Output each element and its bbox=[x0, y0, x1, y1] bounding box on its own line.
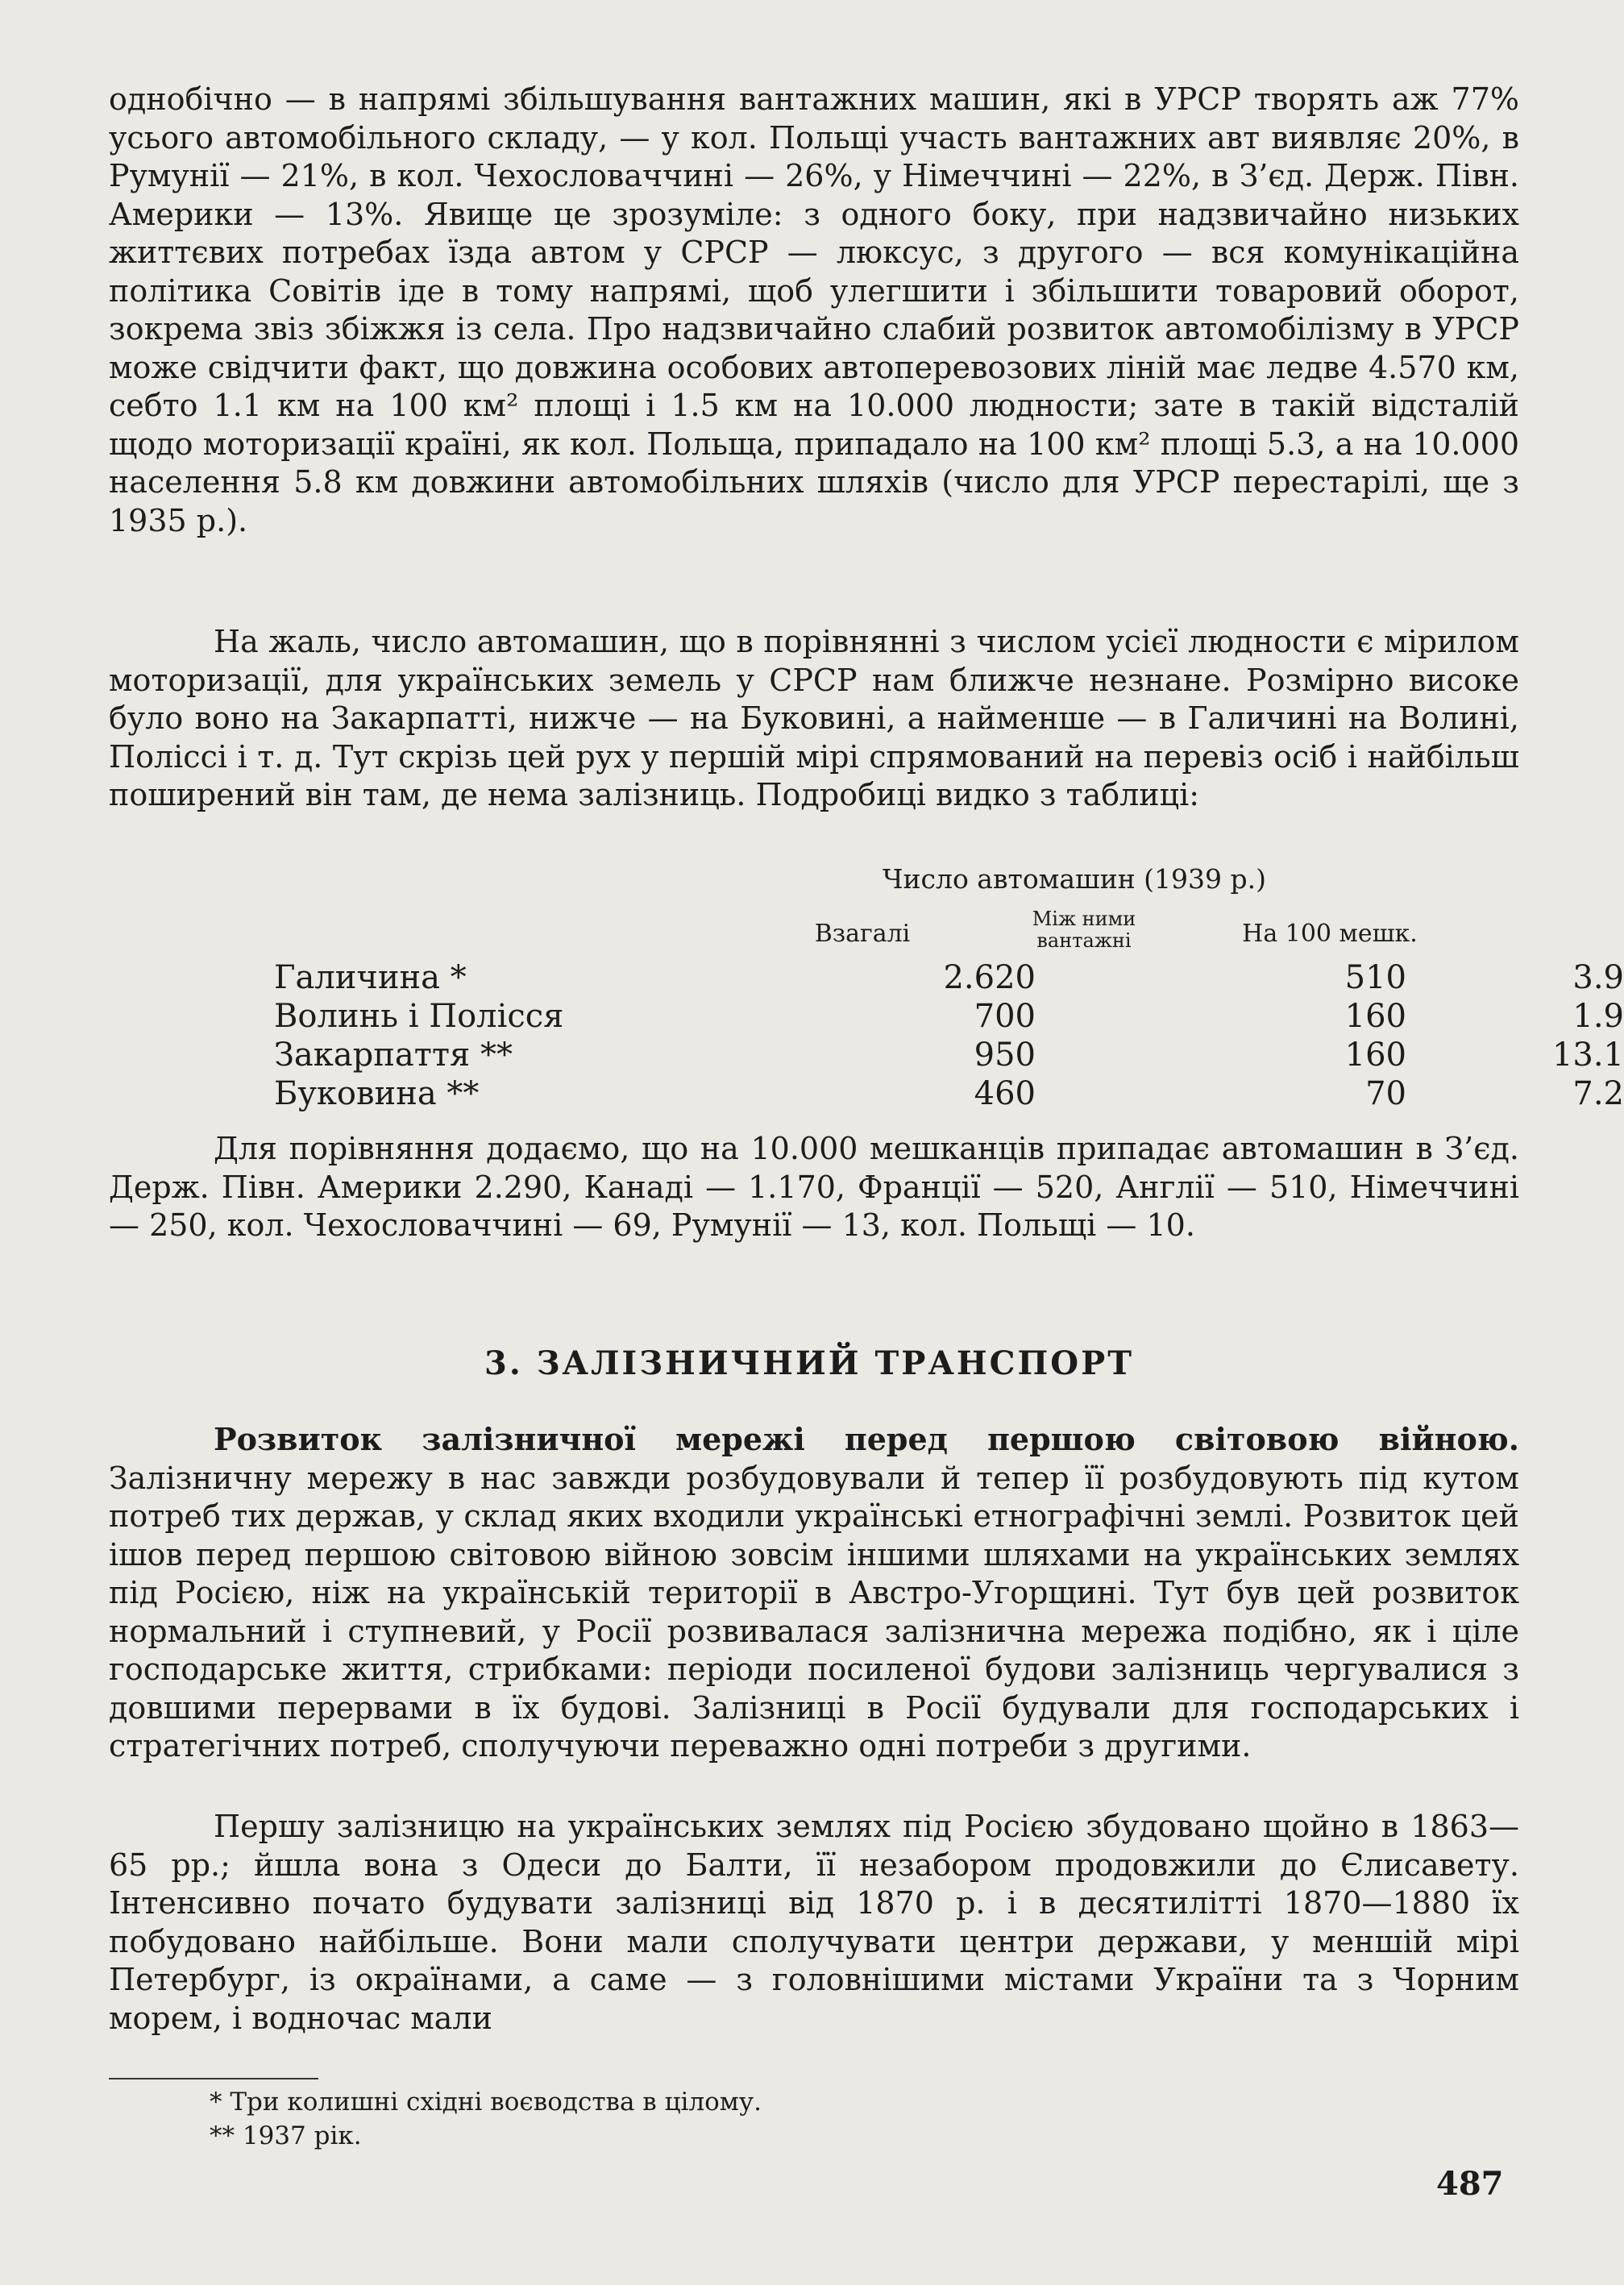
paragraph-first-railway bbox=[109, 1808, 1519, 2038]
paragraph-comparison bbox=[109, 1130, 1519, 1245]
paragraph-text: однобічно — в напрямі збільшування вантажних машин, які в УРСР творять аж 77% усього автомобільного складу, — у кол. Польщі участь вантажних авт виявляє 20%, в Румунії — 21%, в кол. Чехословаччині — 26%, у Німеччині — 22%, в З’єд. Держ. Півн. Америки — 13%. Явище це зрозуміле: з одного боку, при надзвичайно низьких життєвих потребах їзда автом у СРСР — люксус, з другого — вся комунікаційна політика Совітів іде в тому напрямі, щоб улегшити і збільшити товаровий оборот, зокрема звіз збіжжя із села. Про надзвичайно слабий розвиток автомобілізму в УРСР може свідчити факт, що довжина особових автоперевозових ліній має ледве 4.570 км, себто 1.1 км на 100 км² площі і 1.5 км на 10.000 людности; зате в такій відсталій щодо моторизації країні, як кол. Польща, припадало на 100 км² площі 5.3, а на 10.000 населення 5.8 км довжини автомобільних шляхів (число для УРСР перестарілі, ще з 1935 р.). bbox=[109, 81, 1519, 538]
table-cell-trucks: 70 bbox=[1365, 1075, 1406, 1112]
table-cell-per100: 7.2 bbox=[1572, 1075, 1624, 1112]
paragraph-text: Першу залізницю на українських землях під Росією збудовано щойно в 1863—65 рр.; йшла вона з Одеси до Балти, її незабором продовжили до Єлисавету. Інтенсивно почато будувати залізниці від 1870 р. і в десятилітті 1870—1880 їх побудовано найбільше. Вони мали сполучувати центри держави, у меншій мірі Петербург, із окраїнами, а саме — з головнішими містами України та з Чорним морем, і водночас мали bbox=[109, 1809, 1519, 2036]
table-cell-trucks: 160 bbox=[1344, 1037, 1406, 1074]
footnote: * Три колишні східні воєводства в цілому. bbox=[210, 2088, 762, 2117]
table-header-per100: На 100 мешк. bbox=[1242, 920, 1418, 948]
table-cell-region: Буковина ** bbox=[274, 1075, 480, 1112]
paragraph-body: Залізничну мережу в нас завжди розбудовували й тепер її розбудовують під кутом потреб тих держав, у склад яких входили українські етнографічні землі. Розвиток цей ішов перед першою світовою війною зовсім іншими шляхами на українських землях під Росією, ніж на українській території в Австро-Угорщині. Тут був цей розвиток нормальний і ступневий, у Росії розвивалася залізнична мережа подібно, як і ціле господарське життя, стрибками: періоди посиленої будови залізниць чергувалися з довшими перервами в їх будові. Залізниці в Росії будували для господарських і стратегічних потреб, сполучуючи переважно одні потреби з другими. bbox=[109, 1460, 1519, 1764]
table-cell-region: Волинь і Полісся bbox=[274, 998, 564, 1035]
paragraph-lead: Розвиток залізничної мережі перед першою світовою війною. bbox=[214, 1421, 1519, 1457]
paragraph-text bbox=[109, 1420, 1519, 1766]
section-heading: 3. ЗАЛІЗНИЧНИЙ ТРАНСПОРТ bbox=[484, 1344, 1134, 1382]
table-row bbox=[274, 1037, 1624, 1075]
table-header-total: Взагалі bbox=[814, 920, 911, 948]
table-header-trucks-line1: Між ними bbox=[1032, 908, 1136, 930]
table-cell-per100: 3.9 bbox=[1572, 959, 1624, 996]
paragraph-text: На жаль, число автомашин, що в порівнянні з числом усієї людности є мірилом моторизації, для українських земель у СРСР нам ближче незнане. Розмірно високе було воно на Закарпатті, нижче — на Буковині, а найменше — в Галичині на Волині, Поліссі і т. д. Тут скрізь цей рух у першій мірі спрямований на перевіз осіб і найбільш поширений він там, де нема залізниць. Подробиці видко з таблиці: bbox=[109, 624, 1519, 812]
table-cell-trucks: 160 bbox=[1344, 998, 1406, 1035]
table-cell-trucks: 510 bbox=[1344, 959, 1406, 996]
paragraph-car-counts bbox=[109, 623, 1519, 815]
table-cell-region: Закарпаття ** bbox=[274, 1037, 513, 1074]
paragraph-railway-development bbox=[109, 1420, 1519, 1766]
table-cell-total: 950 bbox=[974, 1037, 1036, 1074]
table-cell-per100: 1.9 bbox=[1572, 998, 1624, 1035]
paragraph-automobile-fleet bbox=[109, 81, 1519, 540]
table-cell-total: 2.620 bbox=[943, 959, 1036, 996]
table-caption: Число автомашин (1939 р.) bbox=[883, 863, 1267, 895]
page-number: 487 bbox=[1436, 2165, 1504, 2203]
table-row bbox=[274, 998, 1624, 1037]
paragraph-text: Для порівняння додаємо, що на 10.000 мешканців припадає автомашин в З’єд. Держ. Півн. Америки 2.290, Канаді — 1.170, Франції — 520, Англії — 510, Німеччині — 250, кол. Чехословаччині — 69, Румунії — 13, кол. Польщі — 10. bbox=[109, 1131, 1519, 1243]
table-cell-region: Галичина * bbox=[274, 959, 467, 996]
table-cell-per100: 13.1 bbox=[1551, 1037, 1624, 1074]
table-cell-total: 700 bbox=[974, 998, 1036, 1035]
table-cell-total: 460 bbox=[974, 1075, 1036, 1112]
table-row bbox=[274, 1075, 1624, 1114]
footnote: ** 1937 рік. bbox=[210, 2121, 362, 2150]
footnote-divider bbox=[109, 2078, 318, 2079]
table-row bbox=[274, 959, 1624, 998]
table-header-trucks-line2: вантажні bbox=[1036, 929, 1132, 952]
